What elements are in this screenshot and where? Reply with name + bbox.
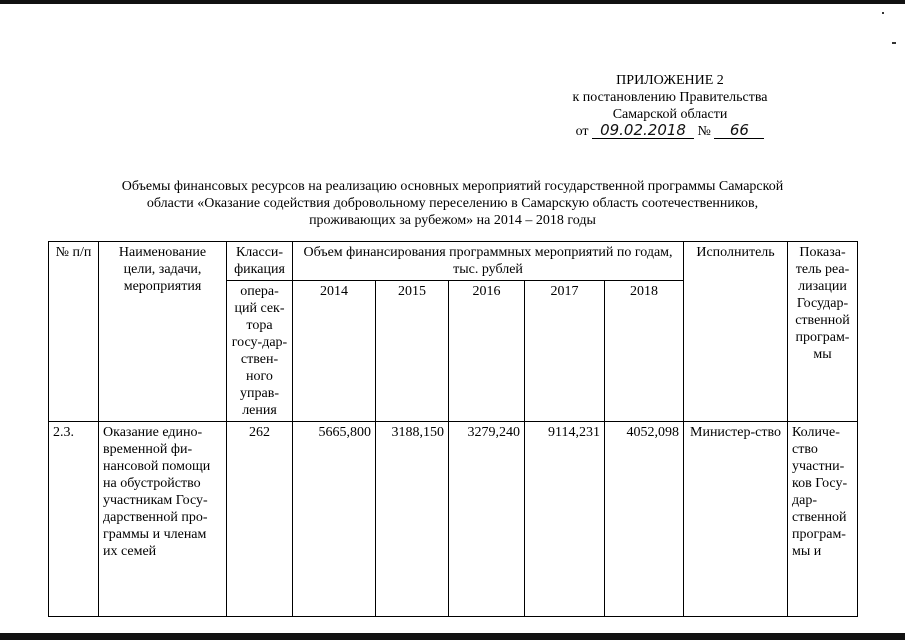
header-volume: Объем финансирования программных мероприятий по годам, тыс. рублей: [293, 242, 684, 281]
appendix-line-2: Самарской области: [612, 107, 728, 122]
header-classification-rest: опера-ций сек-тора госу-дар-ствен-ного управ-ления: [227, 281, 293, 422]
date-prefix: от: [575, 124, 589, 139]
handwritten-date: 09.02.2018: [592, 123, 694, 139]
handwritten-number: 66: [714, 123, 764, 139]
scan-speck: [882, 12, 884, 14]
scan-speck: [892, 42, 896, 44]
header-year-2015: 2015: [376, 281, 449, 422]
row-value-2018: 4052,098: [605, 422, 684, 617]
row-executor: Министер-ство: [684, 422, 788, 617]
appendix-block: [540, 72, 800, 140]
header-row-1: [49, 242, 858, 281]
top-scan-edge: [0, 0, 905, 4]
header-classification-line-1: Класси-: [235, 245, 284, 260]
appendix-line-1: к постановлению Правительства: [572, 90, 768, 105]
title-line-1: Объемы финансовых ресурсов на реализацию основных мероприятий государственной программы Самарской: [121, 179, 784, 194]
header-indicator: Показа-тель реа-лизации Государ-ственной програм-мы: [788, 242, 858, 422]
header-year-2018: 2018: [605, 281, 684, 422]
table-row: [49, 422, 858, 617]
document-title: [60, 178, 845, 229]
number-prefix: №: [697, 124, 711, 139]
header-year-2016: 2016: [449, 281, 525, 422]
title-line-2: области «Оказание содействия добровольному переселению в Самарскую область соотечественников,: [146, 196, 759, 211]
row-value-2017: 9114,231: [525, 422, 605, 617]
row-value-2014: 5665,800: [293, 422, 376, 617]
title-line-3: проживающих за рубежом» на 2014 – 2018 годы: [309, 213, 596, 228]
header-classification-top: [227, 242, 293, 281]
row-indicator: Количе-ство участни-ков Госу-дар-ственной програм-мы и: [788, 422, 858, 617]
bottom-scan-edge: [0, 633, 905, 640]
row-name: Оказание едино-временной фи-нансовой помощи на обустройство участникам Госу-дарственной про-граммы и членам их семей: [99, 422, 227, 617]
header-year-2017: 2017: [525, 281, 605, 422]
header-classification-line-2: фикация: [234, 262, 285, 277]
header-year-2014: 2014: [293, 281, 376, 422]
header-name: Наименование цели, задачи, мероприятия: [99, 242, 227, 422]
appendix-title: ПРИЛОЖЕНИЕ 2: [616, 73, 724, 88]
row-classification: 262: [227, 422, 293, 617]
row-value-2015: 3188,150: [376, 422, 449, 617]
row-num: 2.3.: [49, 422, 99, 617]
appendix-date-row: [540, 123, 800, 140]
financing-table: [48, 241, 858, 617]
header-num: № п/п: [49, 242, 99, 422]
header-executor: Исполнитель: [684, 242, 788, 422]
row-value-2016: 3279,240: [449, 422, 525, 617]
